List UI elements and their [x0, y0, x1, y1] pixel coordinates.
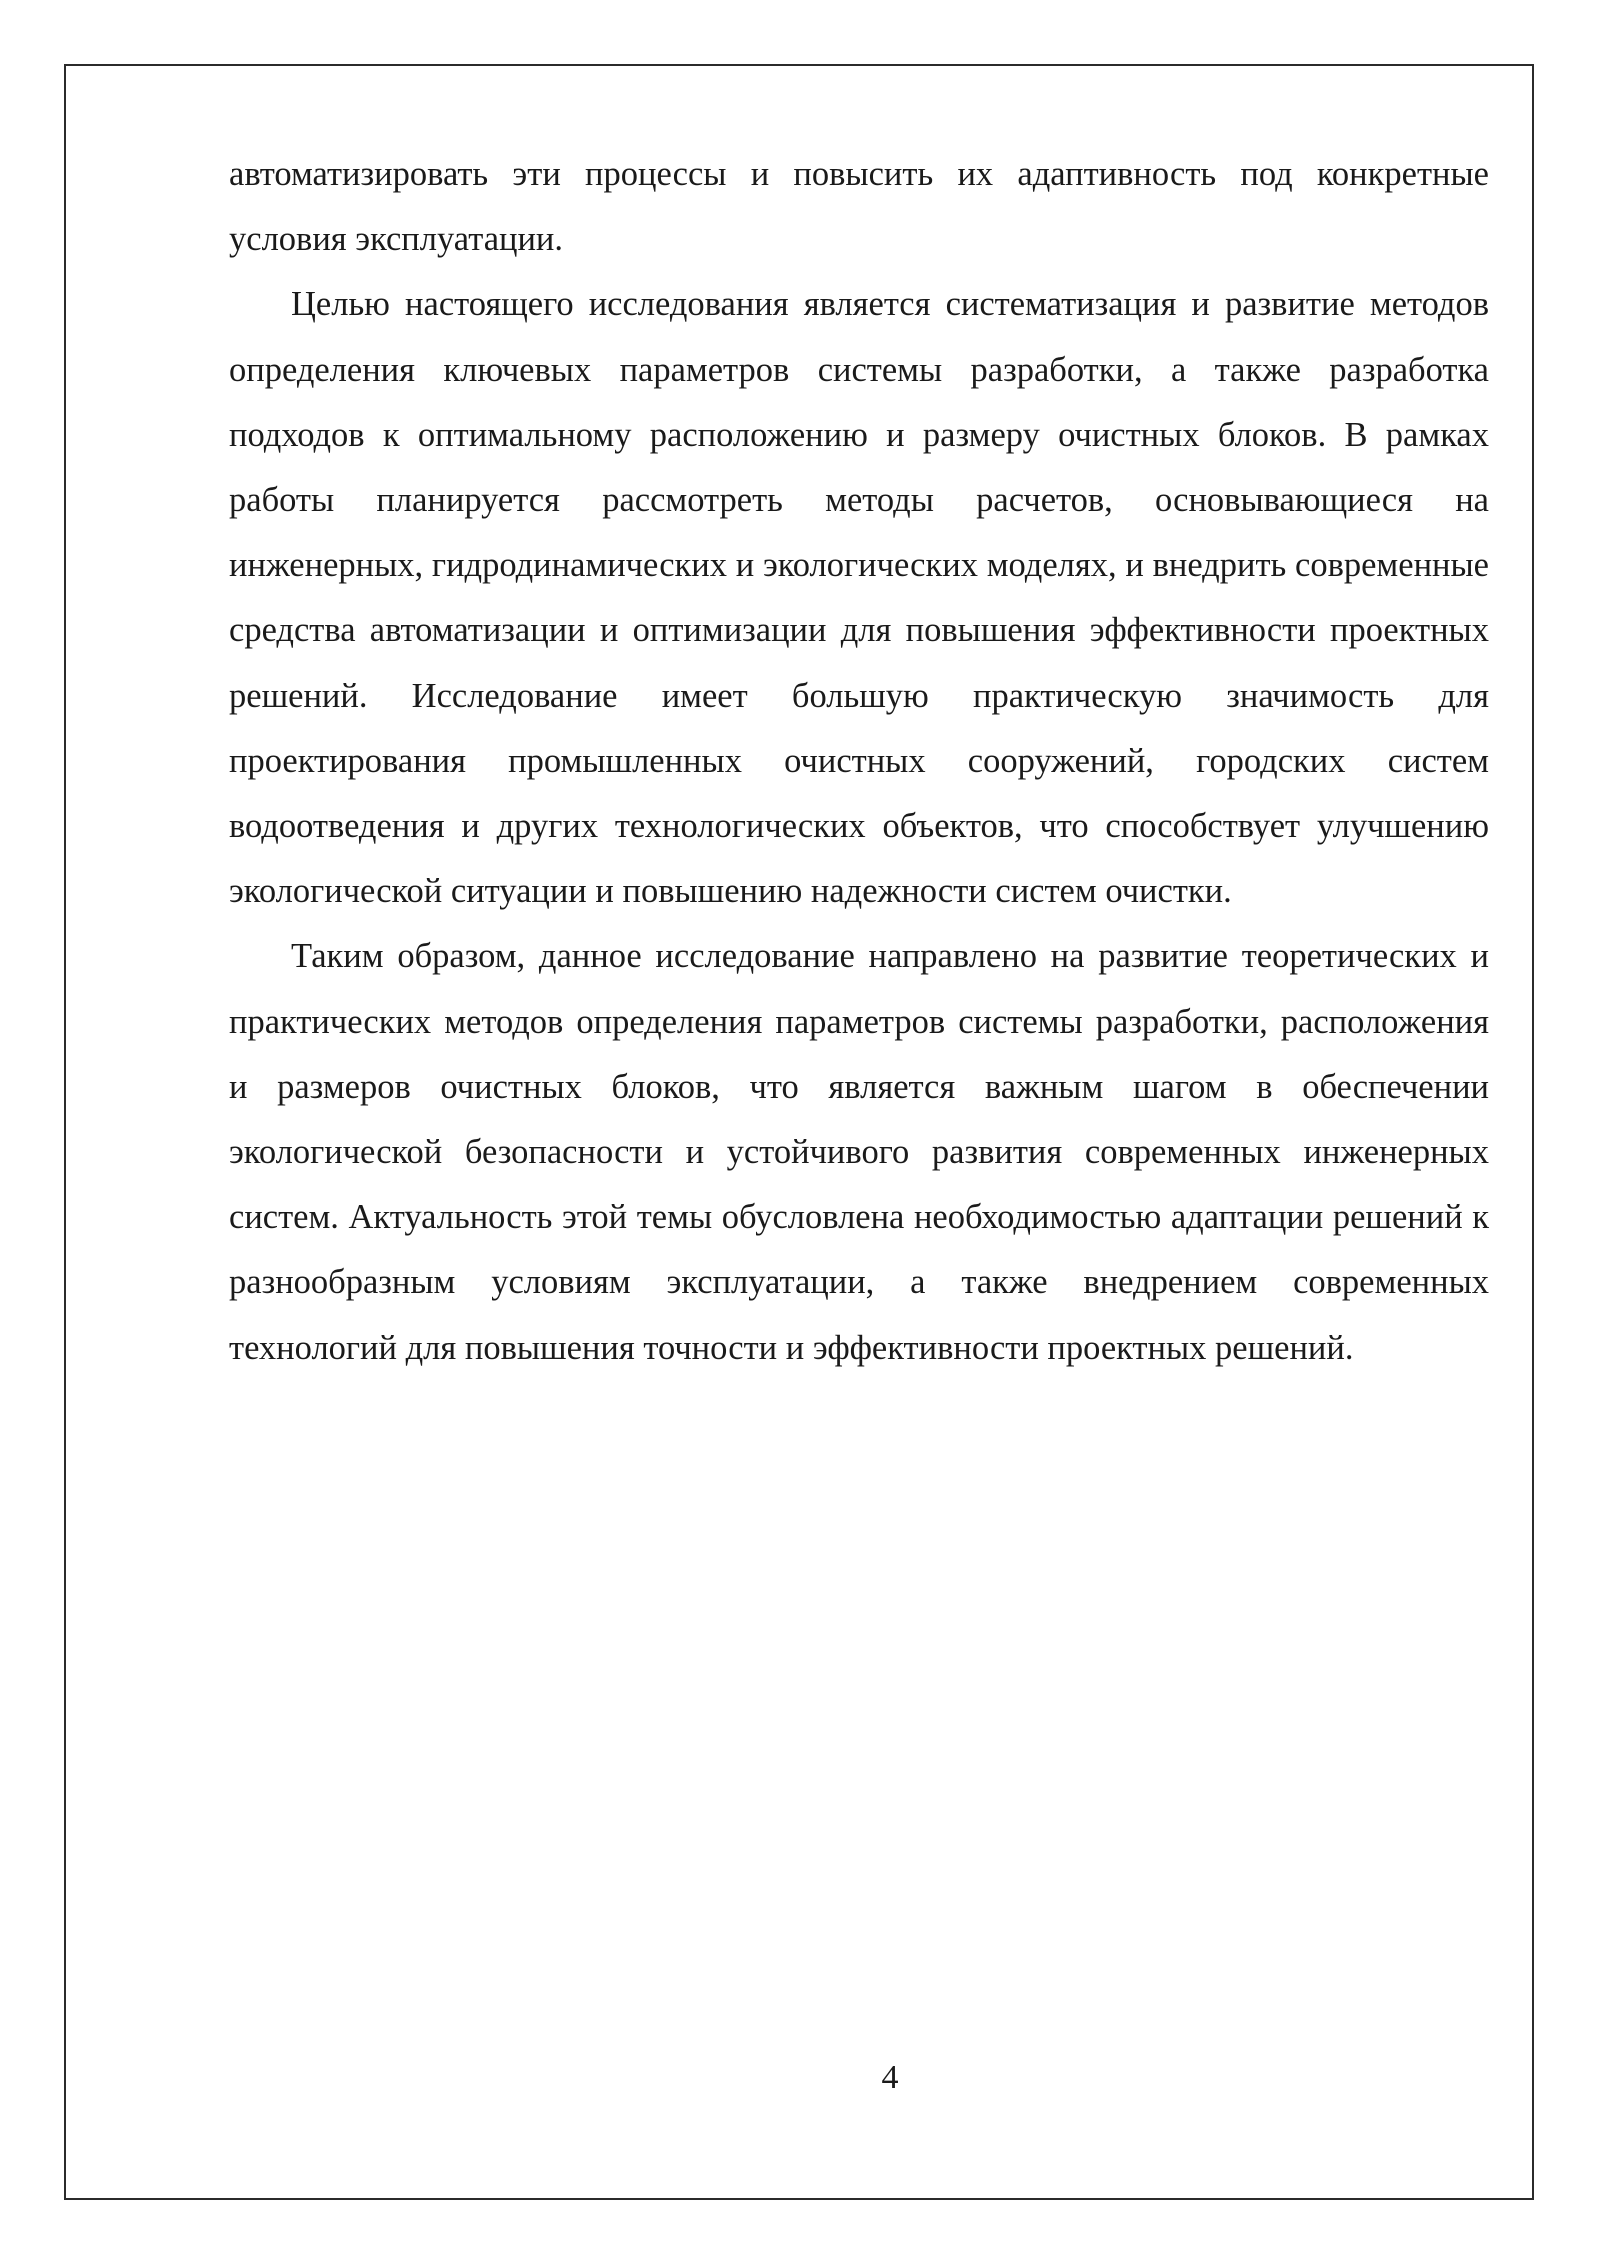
page-number: 4: [881, 2059, 899, 2096]
paragraph-continuation: автоматизировать эти процессы и повысить их адаптивность под конкретные условия эксплуатации.: [229, 155, 1489, 259]
paragraph-research-goal: Целью настоящего исследования является систематизация и развитие методов определения ключевых параметров системы разработки, а также разработка подходов к оптимальному расположению и размеру очистных блоков. В рамках работы планируется рассмотреть методы расчетов, основывающиеся на инженерных, гидродинамических и экологических моделях, и внедрить современные средства автоматизации и оптимизации для повышения эффективности проектных решений. Исследование имеет большую практическую значимость для проектирования промышленных очистных сооружений, городских систем водоотведения и других технологических объектов, что способствует улучшению экологической ситуации и повышению надежности систем очистки.: [229, 285, 1489, 911]
document-body: [229, 142, 1489, 1381]
paragraph-conclusion: Таким образом, данное исследование направлено на развитие теоретических и практических методов определения параметров системы разработки, расположения и размеров очистных блоков, что является важным шагом в обеспечении экологической безопасности и устойчивого развития современных инженерных систем. Актуальность этой темы обусловлена необходимостью адаптации решений к разнообразным условиям эксплуатации, а также внедрением современных технологий для повышения точности и эффективности проектных решений.: [229, 937, 1489, 1367]
